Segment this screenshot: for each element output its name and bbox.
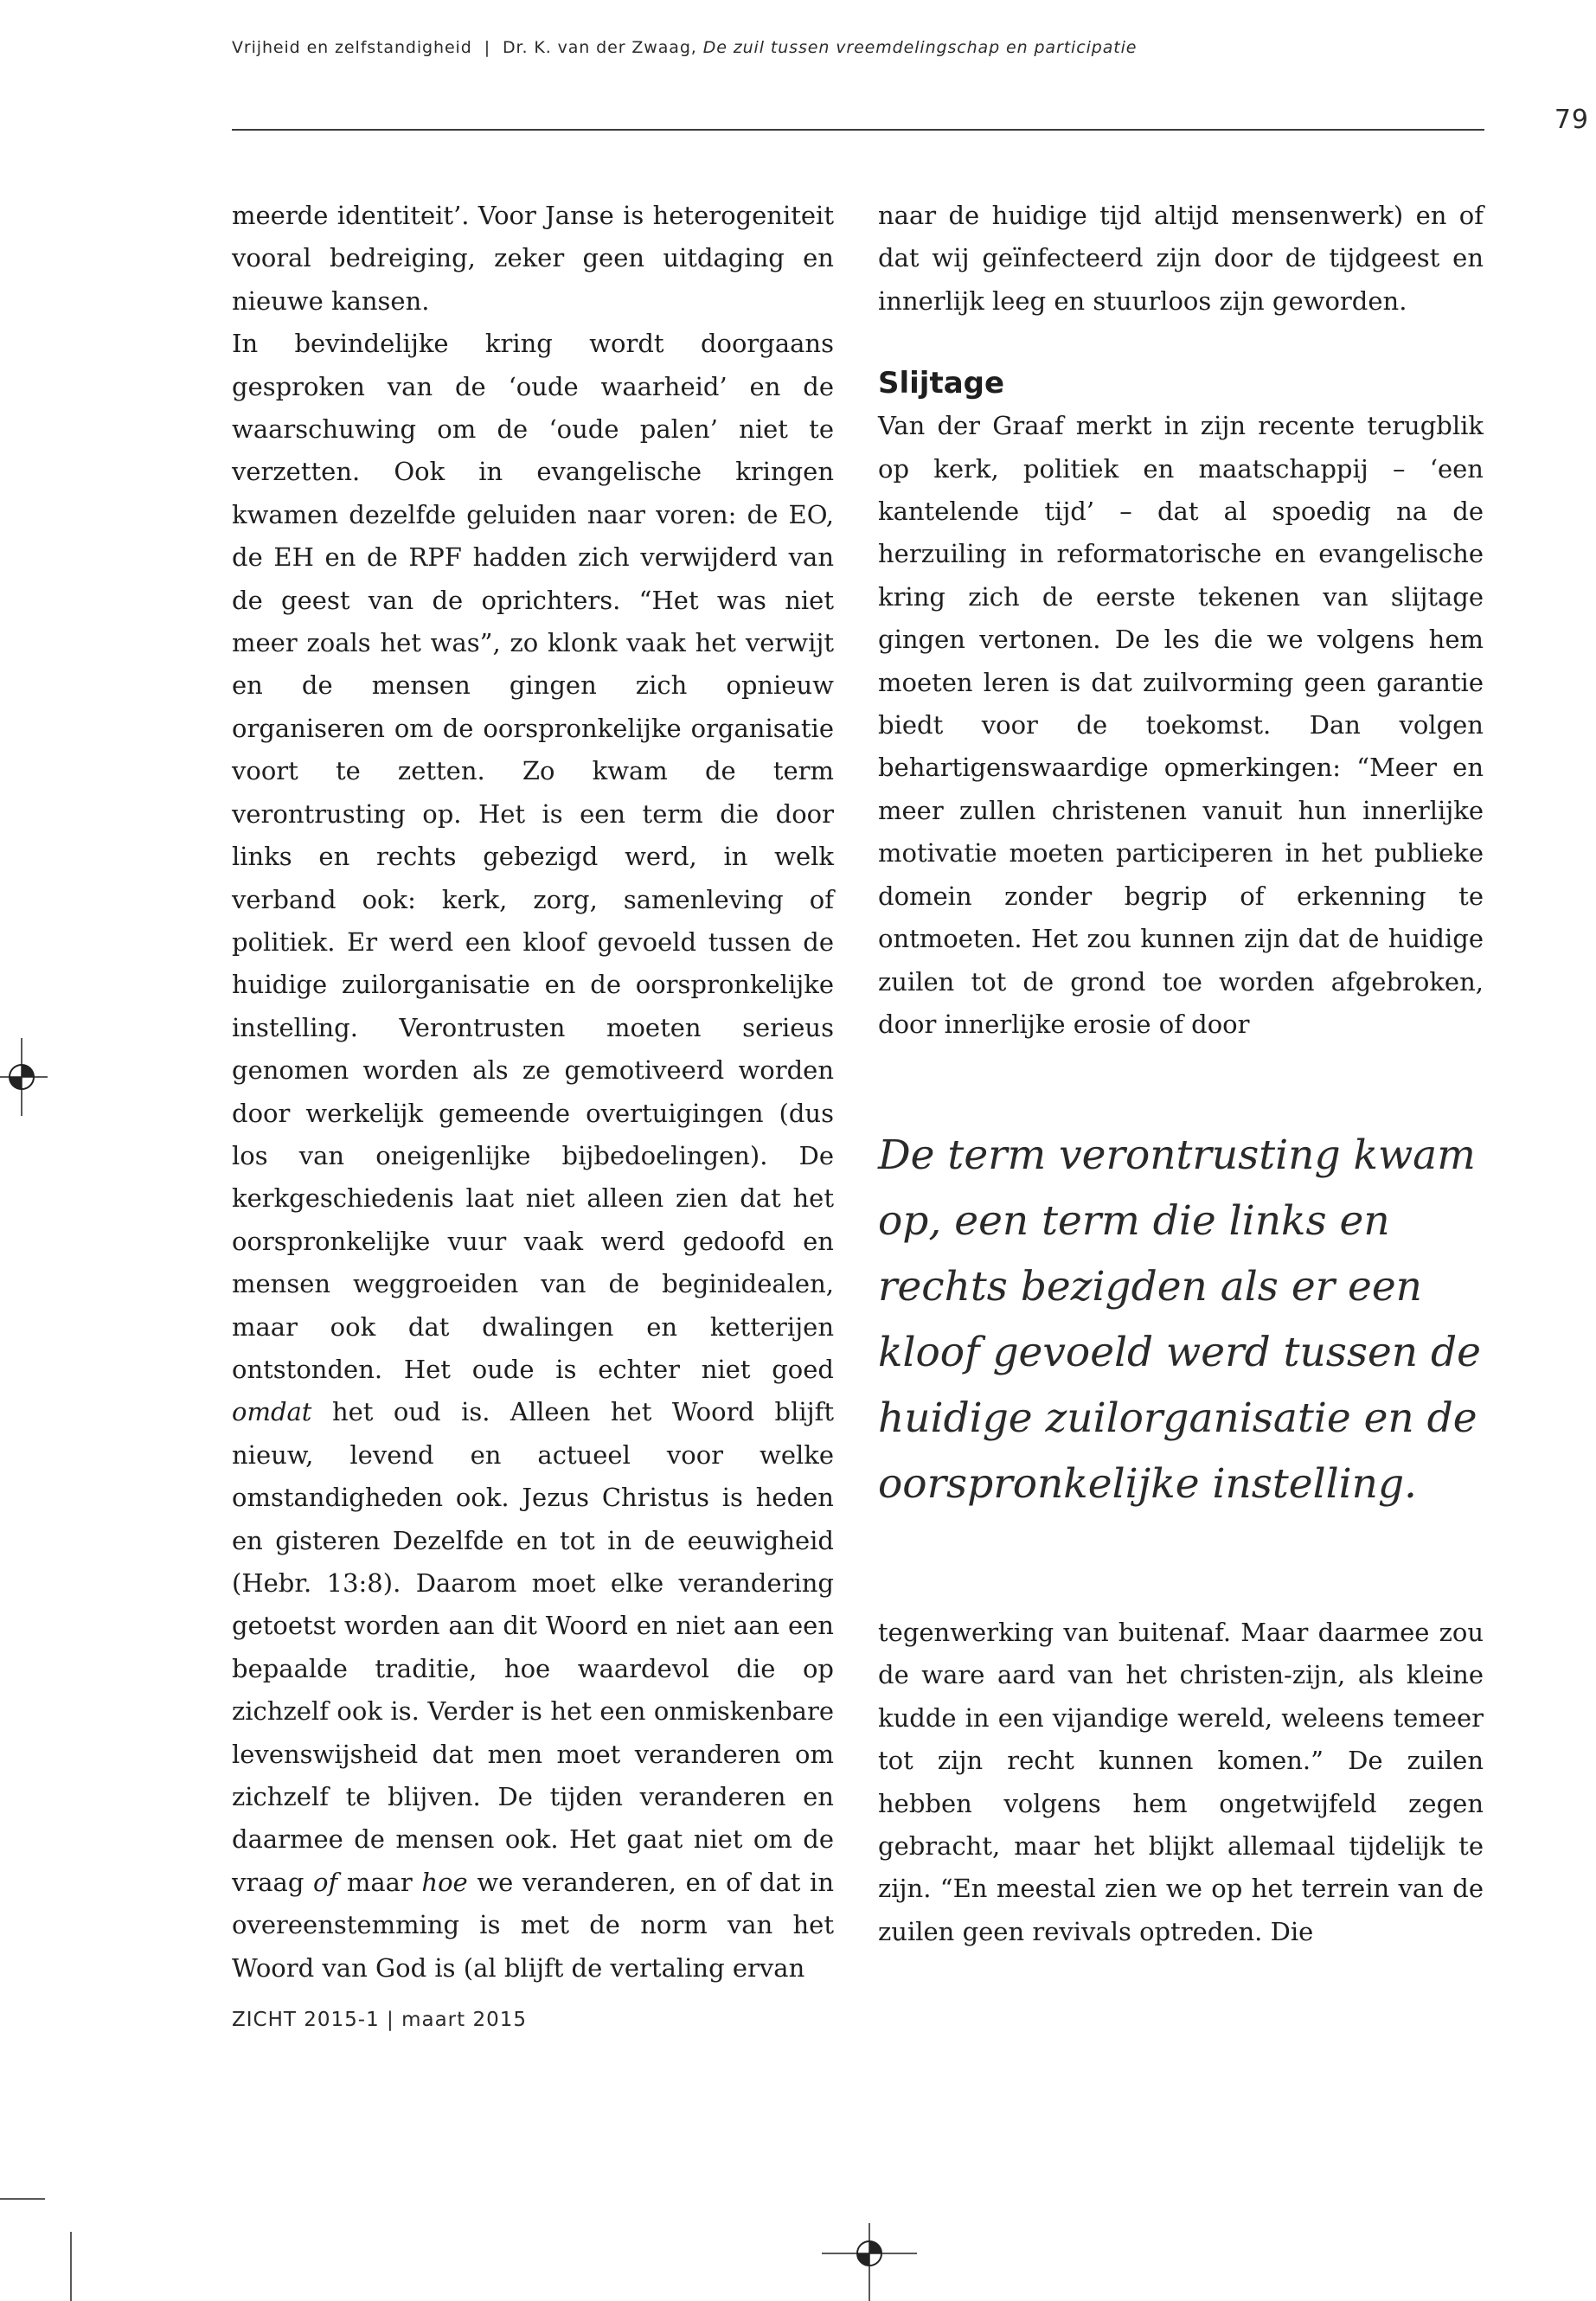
crop-mark-bottom-left	[0, 2189, 78, 2301]
left-paragraph-2-text-d: we veranderen, en of dat in overeenstemming is met de norm van het Woord van God is (al blijft de vertaling ervan	[232, 1867, 834, 1983]
right-paragraph-continued: naar de huidige tijd altijd mensenwerk) en of dat wij geïnfecteerd zijn door de tijdgeest en innerlijk leeg en stuurloos zijn geworden.	[878, 201, 1484, 316]
left-paragraph-2	[232, 323, 834, 1990]
registration-mark-bottom	[822, 2223, 917, 2301]
left-paragraph-2-text-c: maar	[337, 1867, 422, 1897]
right-column-bottom	[878, 1612, 1484, 1953]
header-author: Dr. K. van der Zwaag,	[503, 38, 697, 57]
emphasis-hoe: hoe	[421, 1867, 468, 1897]
left-paragraph-2-text-b: het oud is. Alleen het Woord blijft nieuw, levend en actueel voor welke omstandigheden ook. Jezus Christus is heden en gisteren Dezelfde en tot in de eeuwigheid (Hebr. 13:8). Daarom moet elke verandering getoetst worden aan dit Woord en niet aan een bepaalde traditie, hoe waardevol die op zichzelf ook is. Verder is het een onmiskenbare levenswijsheid dat men moet veranderen om zichzelf te blijven. De tijden veranderen en daarmee de mensen ook. Het gaat niet om de vraag	[232, 1397, 834, 1897]
page-number: 79	[1554, 105, 1589, 135]
left-paragraph-2-text-a: In bevindelijke kring wordt doorgaans gesproken van de ‘oude waarheid’ en de waarschuwing om de ‘oude palen’ niet te verzetten. Ook in evangelische kringen kwamen dezelfde geluiden naar voren: de EO, de EH en de RPF hadden zich verwijderd van de geest van de oprichters. “Het was niet meer zoals het was”, zo klonk vaak het verwijt en de mensen gingen zich opnieuw organiseren om de oorspronkelijke organisatie voort te zetten. Zo kwam de term verontrusting op. Het is een term die door links en rechts gebezigd werd, in welk verband ook: kerk, zorg, samenleving of politiek. Er werd een kloof gevoeld tussen de huidige zuilorganisatie en de oorspronkelijke instelling. Verontrusten moeten serieus genomen worden als ze gemotiveerd worden door werkelijk gemeende overtuigingen (dus los van oneigenlijke bijbedoelingen). De kerkgeschiedenis laat niet alleen zien dat het oorspronkelijke vuur vaak werd gedoofd en mensen weggroeiden van de beginidealen, maar ook dat dwalingen en ketterijen ontstonden. Het oude is echter niet goed	[232, 329, 834, 1384]
page-footer: ZICHT 2015-1 | maart 2015	[232, 2009, 528, 2031]
right-paragraph-slijtage: Van der Graaf merkt in zijn recente terugblik op kerk, politiek en maatschappij – ‘een kantelende tijd’ – dat al spoedig na de herzuiling in reformatorische en evangelische kring zich de eerste tekenen van slijtage gingen vertonen. De les die we volgens hem moeten leren is dat zuilvorming geen garantie biedt voor de toekomst. Dan volgen behartigenswaardige opmerkingen: “Meer en meer zullen christenen vanuit hun innerlijke motivatie moeten participeren in het publieke domein zonder begrip of erkenning te ontmoeten. Het zou kunnen zijn dat de huidige zuilen tot de grond toe worden afgebroken, door innerlijke erosie of door	[878, 411, 1484, 1039]
section-heading: Slijtage	[878, 366, 1005, 401]
emphasis-of: of	[313, 1867, 338, 1897]
left-column	[232, 195, 834, 1990]
running-header	[232, 38, 1137, 57]
header-separator: |	[484, 38, 490, 57]
registration-mark-left	[0, 1038, 52, 1116]
header-rule	[232, 129, 1484, 131]
pull-quote: De term verontrusting kwam op, een term die links en rechts bezigden als er een kloof gevoeld werd tussen de huidige zuilorganisatie en de oorspronkelijke instelling.	[878, 1131, 1481, 1508]
emphasis-omdat: omdat	[232, 1397, 312, 1427]
right-paragraph-bottom: tegenwerking van buitenaf. Maar daarmee zou de ware aard van het christen-zijn, als kleine kudde in een vijandige wereld, weleens temeer tot zijn recht kunnen komen.” De zuilen hebben volgens hem ongetwijfeld zegen gebracht, maar het blijkt allemaal tijdelijk te zijn. “En meestal zien we op het terrein van de zuilen geen revivals optreden. Die	[878, 1618, 1484, 1946]
left-paragraph-1: meerde identiteit’. Voor Janse is heterogeniteit vooral bedreiging, zeker geen uitdaging en nieuwe kansen.	[232, 201, 834, 316]
header-article-title: De zuil tussen vreemdelingschap en participatie	[702, 38, 1138, 57]
header-section: Vrijheid en zelfstandigheid	[232, 38, 472, 57]
right-column	[878, 195, 1484, 1046]
